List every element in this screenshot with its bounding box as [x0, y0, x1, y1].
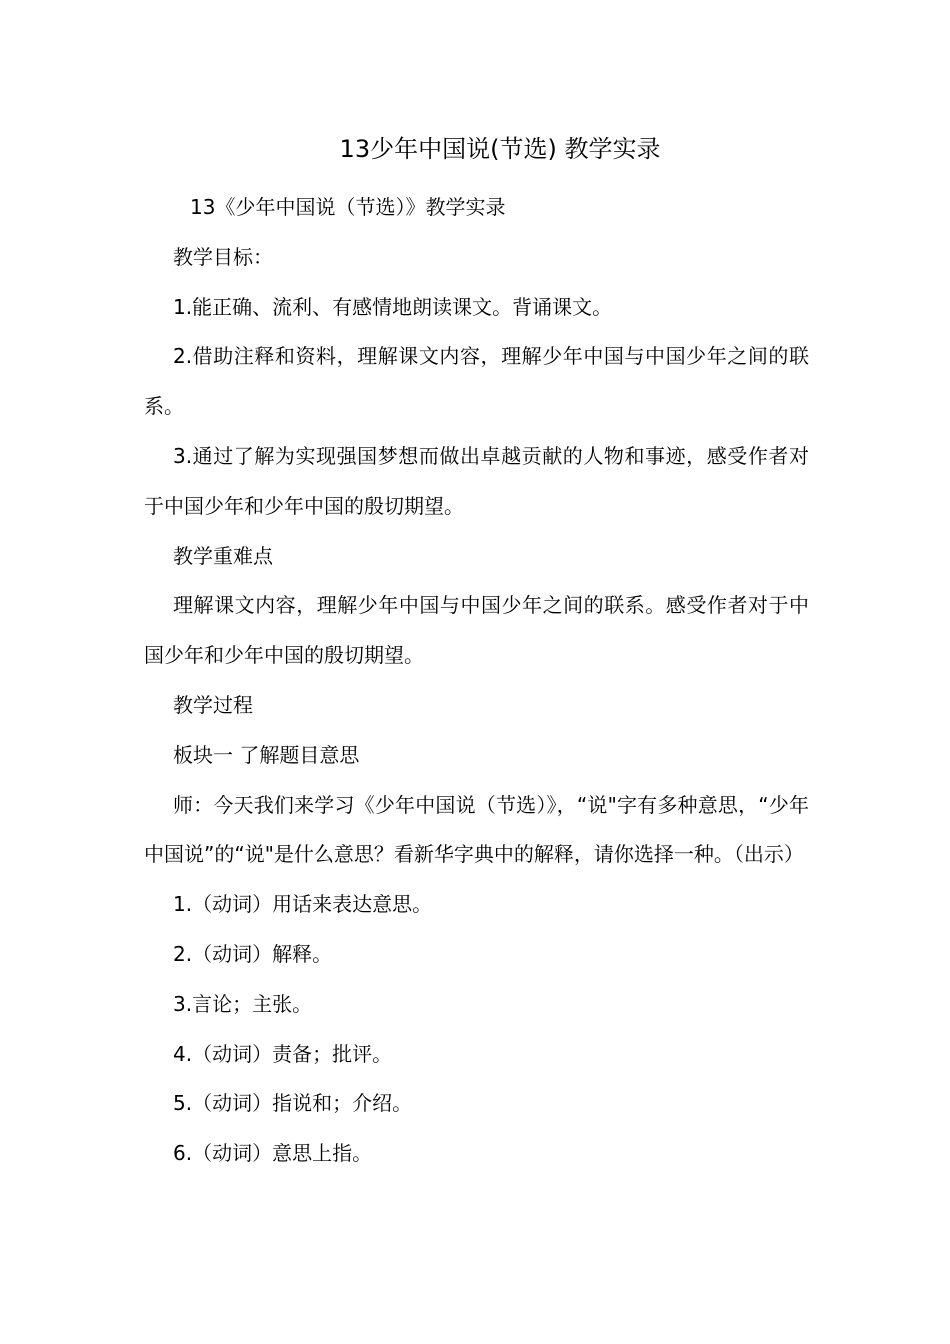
definition-item-5: 5.（动词）指说和；介绍。 [173, 1091, 413, 1116]
document-body [144, 183, 809, 1179]
key-points-paragraph: 理解课文内容，理解少年中国与中国少年之间的联系。感受作者对于中国少年和少年中国的殷切期望。 [144, 593, 809, 668]
definition-item-2: 2.（动词）解释。 [173, 941, 333, 966]
teacher-paragraph: 师：今天我们来学习《少年中国说（节选）》，“说"字有多种意思，“少年中国说”的“说"是什么意思？看新华字典中的解释，请你选择一种。（出示） [144, 792, 809, 867]
section-heading-objectives: 教学目标： [173, 244, 273, 269]
objective-item-2: 2.借助注释和资料，理解课文内容，理解少年中国与中国少年之间的联系。 [144, 344, 809, 419]
section-heading-key-points: 教学重难点 [173, 543, 273, 568]
objective-item-1: 1.能正确、流利、有感情地朗读课文。背诵课文。 [173, 294, 613, 319]
definition-item-3: 3.言论；主张。 [173, 991, 313, 1016]
section-heading-block-1: 板块一 了解题目意思 [173, 742, 360, 767]
document-subtitle: 13《少年中国说（节选）》教学实录 [190, 195, 506, 219]
definition-item-6: 6.（动词）意思上指。 [173, 1141, 373, 1166]
section-heading-process: 教学过程 [173, 692, 253, 717]
definition-item-4: 4.（动词）责备；批评。 [173, 1041, 393, 1066]
objective-item-3: 3.通过了解为实现强国梦想而做出卓越贡献的人物和事迹，感受作者对于中国少年和少年中国的殷切期望。 [144, 443, 809, 518]
document-title: 13少年中国说(节选) 教学实录 [339, 135, 661, 163]
definition-item-1: 1.（动词）用话来表达意思。 [173, 892, 433, 917]
